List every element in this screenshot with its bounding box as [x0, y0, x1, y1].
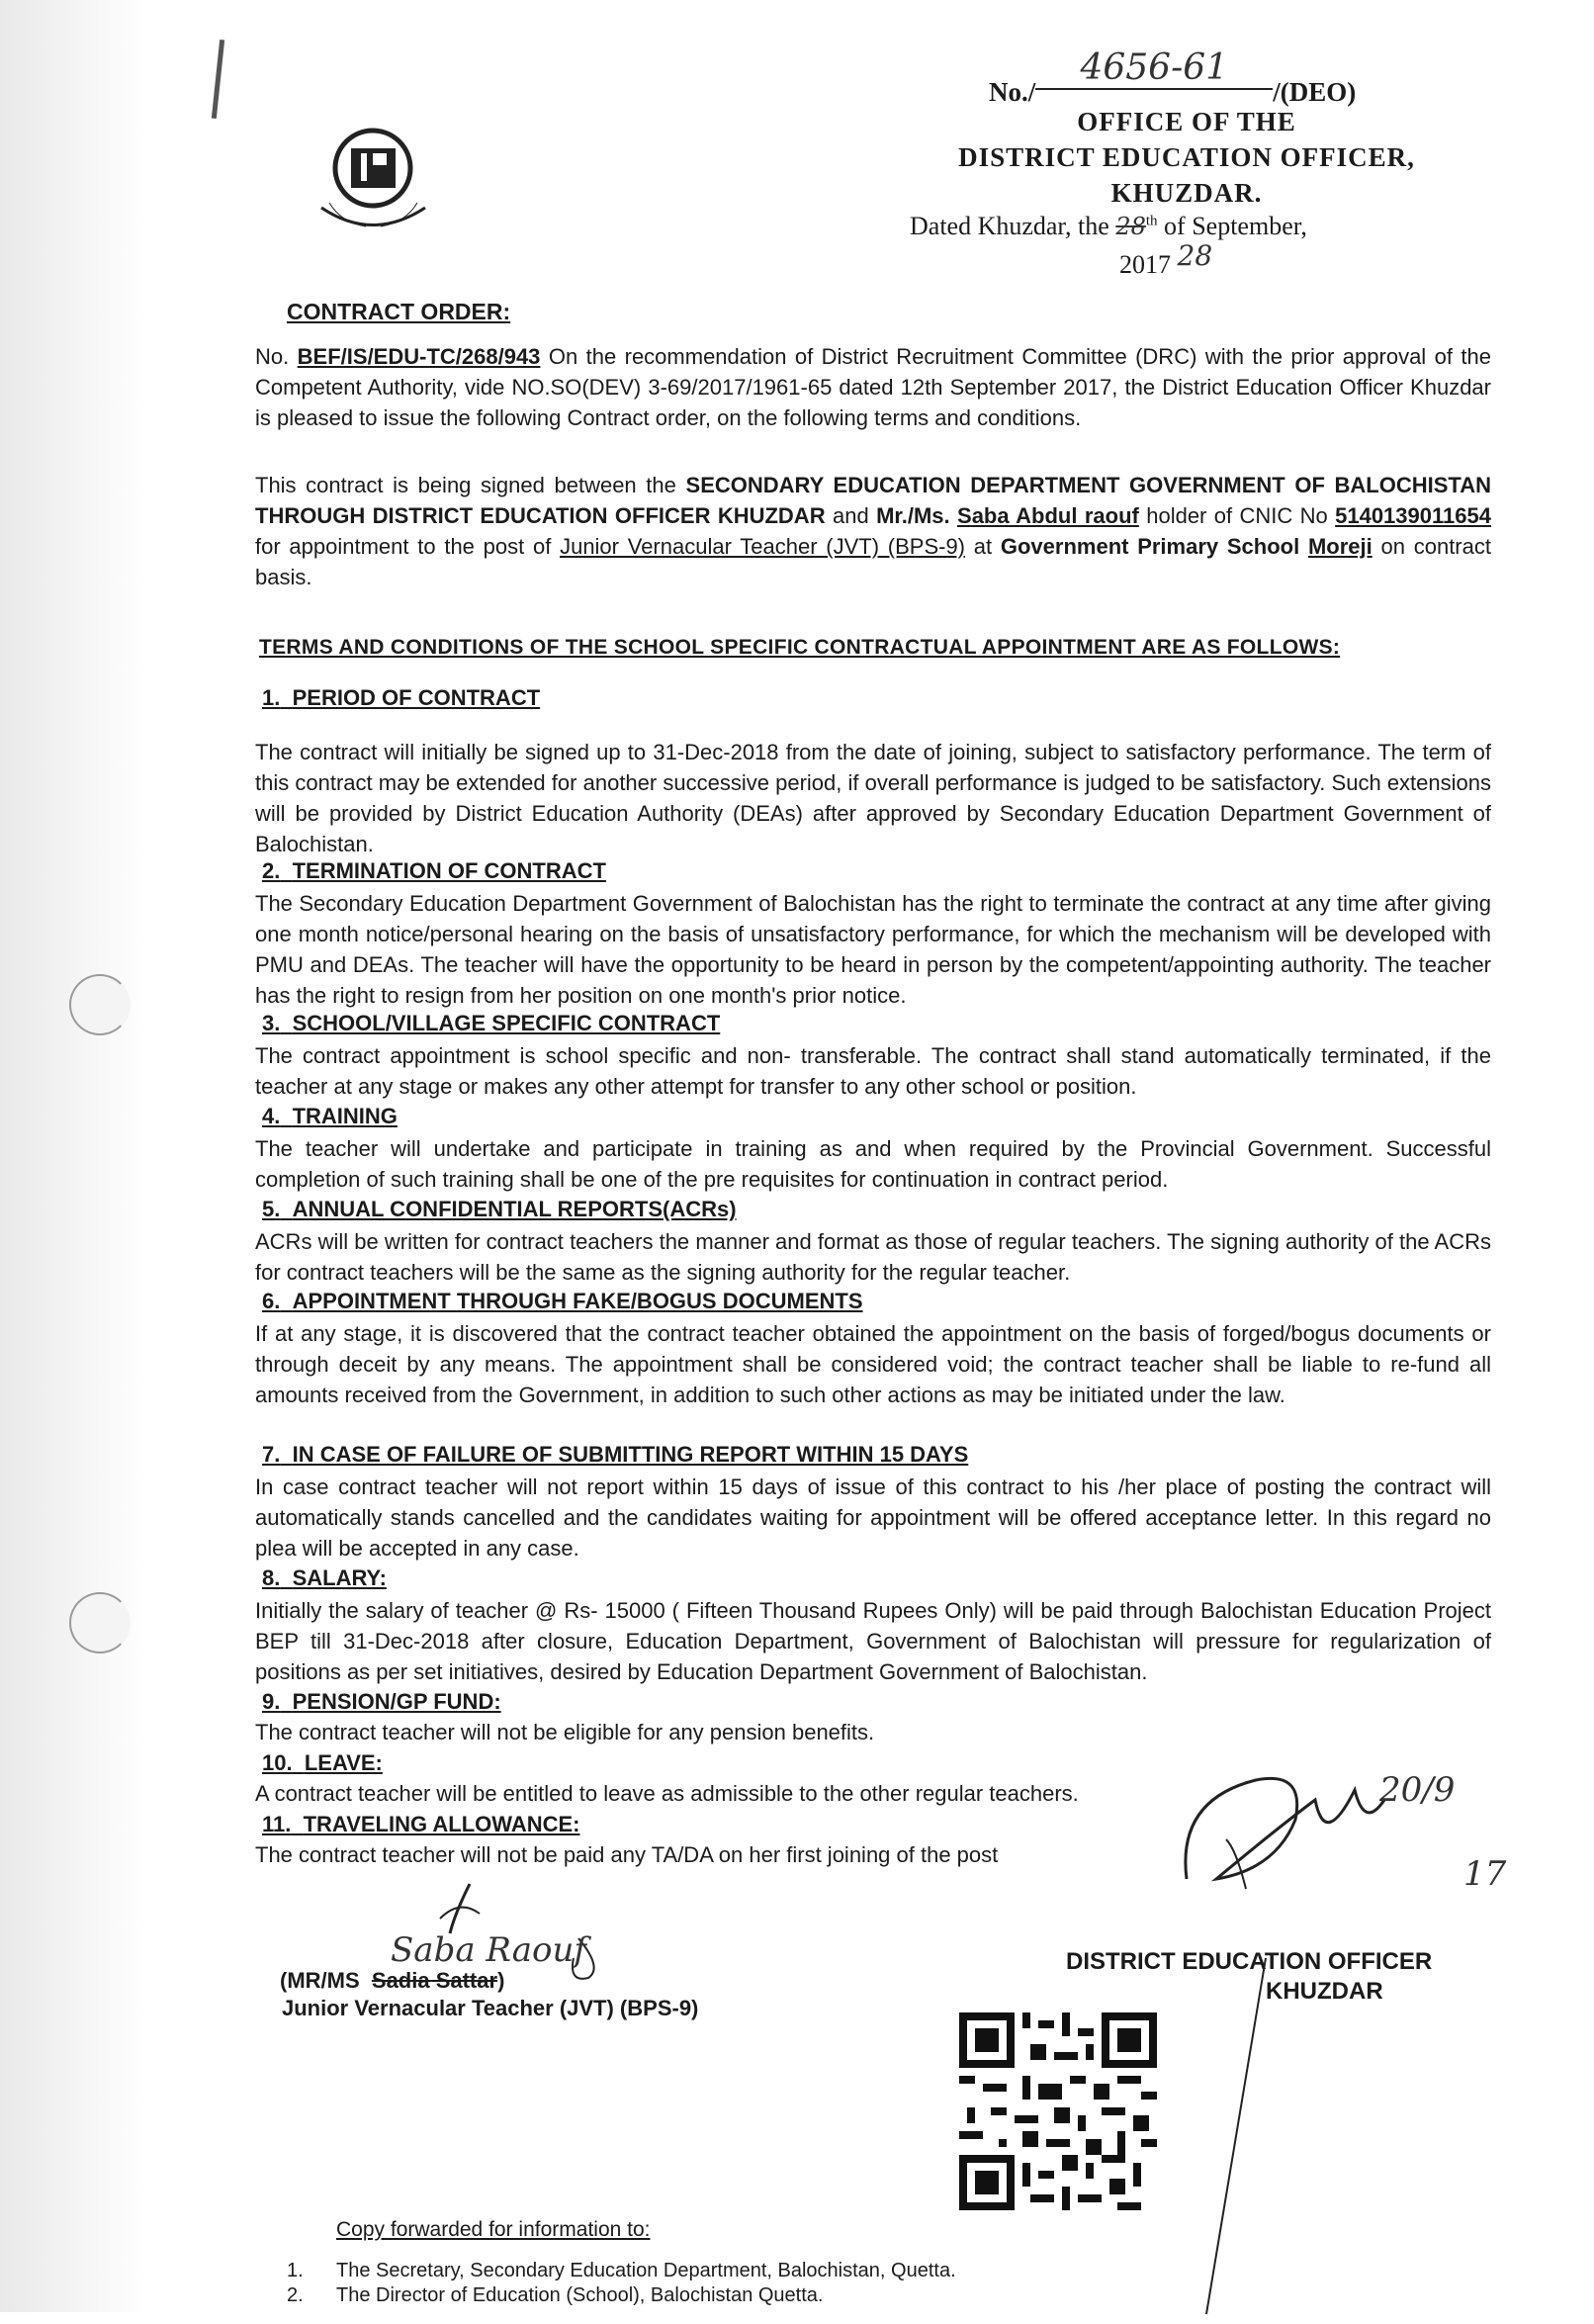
dated-suffix: of September, — [1164, 212, 1307, 240]
parties-paragraph — [255, 470, 1491, 592]
parties-holder: holder of CNIC No — [1146, 503, 1328, 528]
teacher-name-close: ) — [497, 1968, 505, 1993]
section-6-body: If at any stage, it is discovered that the contract teacher obtained the appointment on the basis of forged/bogus documents or through deceit by any means. The appointment shall be considered void; the contract teacher shall be liable to re-fund all amounts received from the Government, in addition to such other actions as may be initiated under the law. — [255, 1321, 1491, 1407]
officer-title-line2: KHUZDAR — [1266, 1978, 1383, 2005]
contract-title: CONTRACT ORDER: — [287, 299, 511, 324]
parties-intro: This contract is being signed between the — [255, 473, 676, 497]
school-prefix: Government Primary School — [1000, 534, 1300, 559]
post-title: Junior Vernacular Teacher (JVT) (BPS-9) — [560, 534, 966, 559]
parties-mr-ms: Mr./Ms. — [876, 503, 950, 528]
officer-signature-date: 20/9 — [1379, 1770, 1456, 1810]
intro-text: On the recommendation of District Recruitment Committee (DRC) with the prior approval of the Competent Authority, vide NO.SO(DEV) 3-69/2017/1961-65 dated 12th September 2017, the District Education Officer Khuzdar is pleased to issue the following Contract order, on the following terms and conditions. — [255, 344, 1491, 430]
section-8-heading — [262, 1565, 387, 1591]
section-4-title: TRAINING — [292, 1104, 398, 1128]
parties-and: and — [832, 503, 869, 528]
intro-no-label: No. — [255, 344, 290, 369]
section-1-title: PERIOD OF CONTRACT — [292, 685, 541, 710]
copy-item-1-num: 1. — [287, 2260, 304, 2281]
teacher-signature-text: Saba Raouf — [391, 1930, 587, 1970]
section-10-title: LEAVE: — [304, 1750, 383, 1775]
officer-signature-year: 17 — [1463, 1854, 1507, 1894]
section-6-title: APPOINTMENT THROUGH FAKE/BOGUS DOCUMENTS — [292, 1289, 863, 1313]
section-5-title: ANNUAL CONFIDENTIAL REPORTS(ACRs) — [292, 1197, 737, 1221]
section-2-title: TERMINATION OF CONTRACT — [292, 858, 606, 883]
teacher-struck-name: Sadia Sattar — [371, 1968, 498, 1993]
section-10-heading — [262, 1750, 383, 1776]
section-4-heading — [262, 1104, 398, 1129]
year-text: 2017 — [1119, 250, 1171, 279]
teacher-name: Saba Abdul raouf — [957, 503, 1139, 528]
office-line-3: KHUZDAR. — [1110, 178, 1263, 208]
ref-no-handwritten: 4656-61 — [1035, 47, 1273, 90]
dated-day-handwritten: 28 — [1115, 213, 1146, 240]
teacher-designation: Junior Vernacular Teacher (JVT) (BPS-9) — [282, 1996, 699, 2020]
balochistan-emblem-logo — [311, 124, 435, 242]
section-7-num: 7. — [262, 1442, 281, 1467]
section-5-num: 5. — [262, 1197, 281, 1221]
reference-number-line — [989, 47, 1357, 112]
section-7-heading — [262, 1442, 968, 1468]
section-8-num: 8. — [262, 1565, 281, 1590]
copy-item-2-text: The Director of Education (School), Balochistan Quetta. — [336, 2284, 824, 2306]
section-1-heading — [262, 685, 540, 711]
dated-prefix: Dated Khuzdar, the — [910, 212, 1109, 240]
section-9-num: 9. — [262, 1689, 281, 1714]
officer-signature-mark — [1157, 1741, 1493, 2324]
section-10-num: 10. — [262, 1750, 293, 1775]
section-3-body: The contract appointment is school specific and non- transferable. The contract shall stand automatically terminated, if the teacher at any stage or makes any other attempt for transfer to any other school or position. — [255, 1043, 1491, 1099]
school-name: Moreji — [1307, 534, 1373, 559]
copy-item-1-text: The Secretary, Secondary Education Department, Balochistan, Quetta. — [336, 2260, 956, 2281]
section-10-body: A contract teacher will be entitled to leave as admissible to the other regular teachers. — [255, 1781, 1079, 1806]
section-9-title: PENSION/GP FUND: — [292, 1689, 501, 1714]
section-11-heading — [262, 1812, 579, 1837]
office-line-2: DISTRICT EDUCATION OFFICER, — [958, 142, 1415, 172]
parties-department: SECONDARY EDUCATION DEPARTMENT GOVERNMENT OF BALOCHISTAN THROUGH DISTRICT EDUCATION OFFICER KHUZDAR — [255, 473, 1491, 528]
teacher-name-line — [280, 1968, 504, 1994]
section-4-body: The teacher will undertake and participate in training as and when required by the Provincial Government. Successful completion of such training shall be one of the pre requisites for continuation in contract period. — [255, 1136, 1491, 1192]
punch-hole-bottom — [69, 1592, 131, 1654]
section-3-num: 3. — [262, 1011, 281, 1035]
paper-edge-shadow — [0, 0, 148, 2312]
section-3-title: SCHOOL/VILLAGE SPECIFIC CONTRACT — [292, 1011, 721, 1035]
copy-item-2-num: 2. — [287, 2284, 304, 2306]
section-5-heading — [262, 1197, 737, 1222]
section-6-heading — [262, 1289, 863, 1314]
section-9-body: The contract teacher will not be eligible for any pension benefits. — [255, 1720, 875, 1744]
cnic-number: 5140139011654 — [1335, 503, 1491, 528]
teacher-mr-ms: (MR/MS — [280, 1968, 360, 1993]
ref-no-suffix: /(DEO) — [1273, 77, 1357, 107]
section-1-body: The contract will initially be signed up to 31-Dec-2018 from the date of joining, subject to satisfactory performance. The term of this contract may be extended for another successive period, if overall performance is judged to be satisfactory. Such extensions will be provided by District Education Authority (DEAs) after approved by Secondary Education Department Government of Balochistan. — [255, 740, 1491, 856]
year-handwritten: 28 — [1177, 239, 1213, 272]
qr-code — [959, 2012, 1157, 2210]
year-line — [1119, 239, 1213, 280]
section-4-num: 4. — [262, 1104, 281, 1128]
officer-title-line1: DISTRICT EDUCATION OFFICER — [1066, 1948, 1433, 1975]
section-7-title: IN CASE OF FAILURE OF SUBMITTING REPORT WITHIN 15 DAYS — [292, 1442, 969, 1467]
section-3-heading — [262, 1011, 720, 1036]
section-11-num: 11. — [262, 1812, 292, 1836]
section-5-body: ACRs will be written for contract teachers the manner and format as those of regular teachers. The signing authority of the ACRs for contract teachers will be the same as the signing authority for the regular teacher. — [255, 1229, 1491, 1285]
section-11-title: TRAVELING ALLOWANCE: — [303, 1812, 580, 1836]
section-2-body: The Secondary Education Department Government of Balochistan has the right to terminate the contract at any time after giving one month notice/personal hearing on the basis of unsatisfactory performance, for which the mechanism will be developed with PMU and DEAs. The teacher will have the opportunity to be heard in person by the competent/appointing authority. The teacher has the right to resign from her position on one month's prior notice. — [255, 891, 1491, 1008]
section-6-num: 6. — [262, 1289, 281, 1313]
section-8-body: Initially the salary of teacher @ Rs- 15000 ( Fifteen Thousand Rupees Only) will be paid through Balochistan Education Project BEP till 31-Dec-2018 after closure, Education Department, Government of Balochistan will pressure for regularization of positions as per set initiatives, desired by Education Department Government of Balochistan. — [255, 1598, 1491, 1684]
punch-hole-top — [69, 974, 131, 1035]
section-1-num: 1. — [262, 685, 281, 710]
intro-ref-number: BEF/IS/EDU-TC/268/943 — [297, 344, 541, 369]
section-2-heading — [262, 858, 606, 884]
section-8-title: SALARY: — [292, 1565, 387, 1590]
pen-mark — [212, 40, 224, 119]
section-9-heading — [262, 1689, 501, 1715]
section-7-body: In case contract teacher will not report within 15 days of issue of this contract to his /her place of posting the contract will automatically stands cancelled and the candidates waiting for appointment will be offered acceptance letter. In this regard no plea will be accepted in any case. — [255, 1475, 1491, 1561]
office-line-1: OFFICE OF THE — [1077, 107, 1296, 136]
terms-heading: TERMS AND CONDITIONS OF THE SCHOOL SPECIFIC CONTRACTUAL APPOINTMENT ARE AS FOLLOWS: — [259, 636, 1341, 659]
section-2-num: 2. — [262, 858, 281, 883]
copy-forwarded-heading: Copy forwarded for information to: — [336, 2218, 651, 2241]
dated-line: Dated Khuzdar, the 28th of September, — [910, 212, 1307, 240]
parties-basis: on contract basis. — [255, 534, 1491, 589]
parties-at: at — [973, 534, 993, 559]
intro-paragraph — [255, 341, 1491, 433]
ref-no-prefix: No./ — [989, 77, 1036, 107]
section-11-body: The contract teacher will not be paid any TA/DA on her first joining of the post — [255, 1842, 999, 1867]
parties-appoint: for appointment to the post of — [255, 534, 552, 559]
